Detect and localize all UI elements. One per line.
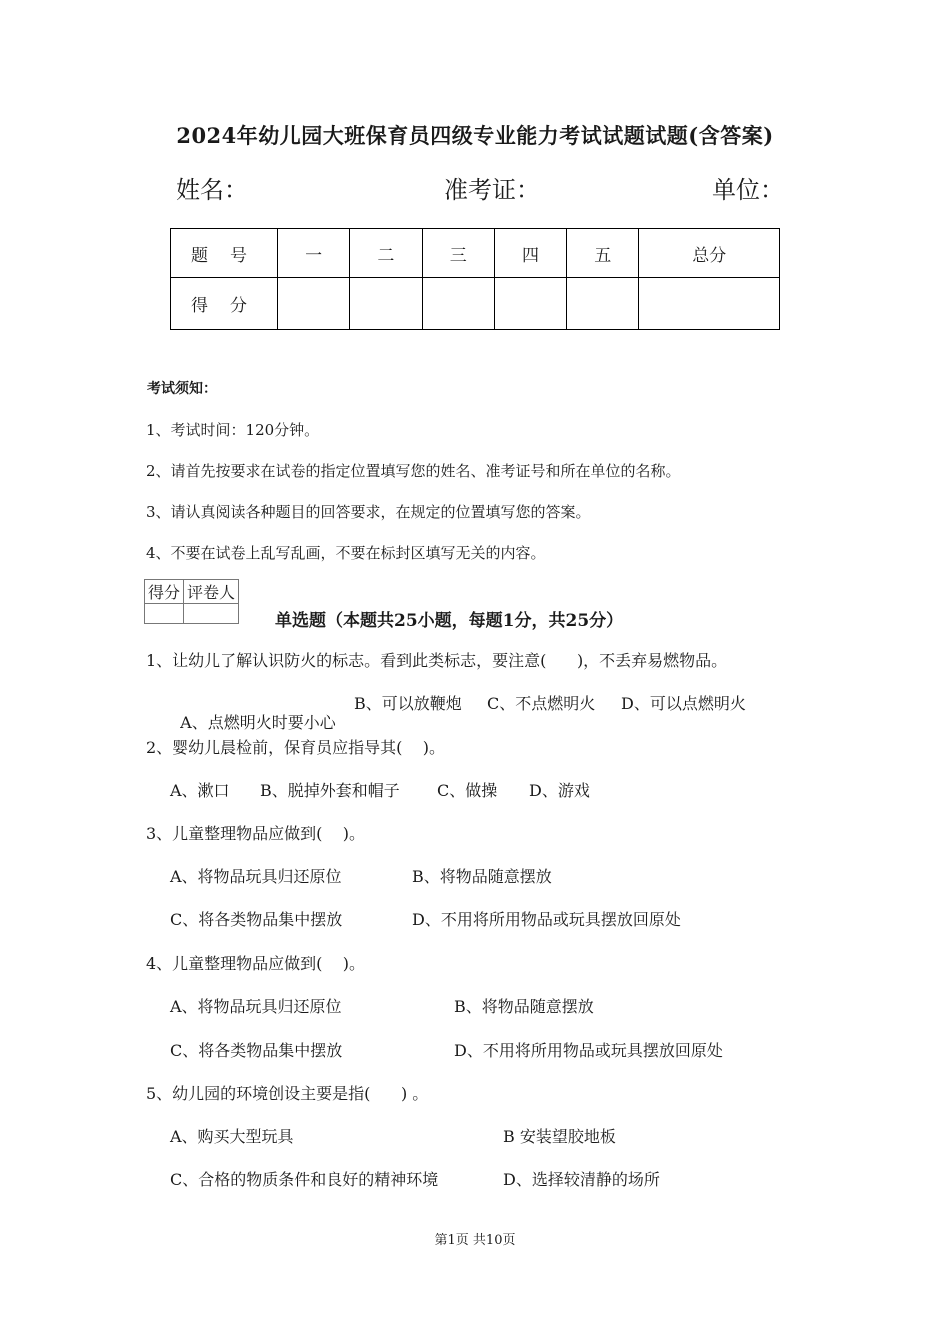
question-stem: 3、儿童整理物品应做到( )。 <box>146 824 366 843</box>
option-d: D、选择较清静的场所 <box>503 1170 660 1189</box>
score-cell-total <box>639 278 780 330</box>
option-c: C、不点燃明火 <box>487 694 596 713</box>
notice-item: 2、请首先按要求在试卷的指定位置填写您的姓名、准考证号和所在单位的名称。 <box>146 462 681 480</box>
score-table-header-label: 题号 <box>171 229 278 278</box>
grader-box-score-label: 得分 <box>145 580 184 604</box>
score-cell-2 <box>350 278 422 330</box>
notice-title: 考试须知： <box>147 381 217 397</box>
question-stem: 4、儿童整理物品应做到( )。 <box>146 954 366 973</box>
option-a: A、购买大型玩具 <box>170 1127 294 1146</box>
option-b: B、可以放鞭炮 <box>354 694 462 713</box>
question-stem: 5、幼儿园的环境创设主要是指( ) 。 <box>146 1084 429 1103</box>
option-a: A、将物品玩具归还原位 <box>170 997 342 1016</box>
option-d: D、不用将所用物品或玩具摆放回原处 <box>412 910 681 929</box>
grader-box-grader-label: 评卷人 <box>184 580 239 604</box>
option-b: B、脱掉外套和帽子 <box>260 781 400 800</box>
grader-box-grader-cell <box>184 604 239 624</box>
option-d: D、游戏 <box>529 781 590 800</box>
unit-field-label: 单位： <box>712 176 784 204</box>
question-options-row <box>170 691 336 733</box>
score-cell-3 <box>422 278 494 330</box>
notice-item: 4、不要在试卷上乱写乱画，不要在标封区填写无关的内容。 <box>146 544 546 562</box>
score-cell-4 <box>494 278 566 330</box>
option-c: C、将各类物品集中摆放 <box>170 1041 343 1060</box>
score-table-col-total: 总分 <box>639 229 780 278</box>
section-heading: 单选题（本题共25小题，每题1分，共25分） <box>275 611 624 631</box>
question-stem: 2、婴幼儿晨检前，保育员应指导其( )。 <box>146 738 446 757</box>
score-table <box>170 228 780 330</box>
page-title: 2024年幼儿园大班保育员四级专业能力考试试题试题(含答案) <box>176 123 774 148</box>
option-c: C、将各类物品集中摆放 <box>170 910 343 929</box>
score-table-col-1: 一 <box>278 229 350 278</box>
grader-box-score-cell <box>145 604 184 624</box>
score-table-header-row <box>171 229 780 278</box>
question-stem: 1、让幼儿了解认识防火的标志。看到此类标志，要注意( )，不丢弃易燃物品。 <box>146 651 728 670</box>
option-d: D、可以点燃明火 <box>621 694 746 713</box>
option-b: B、将物品随意摆放 <box>412 867 552 886</box>
score-table-score-row <box>171 278 780 330</box>
notice-item: 1、考试时间：120分钟。 <box>146 421 320 439</box>
score-table-score-label: 得分 <box>171 278 278 330</box>
option-a: A、将物品玩具归还原位 <box>170 867 342 886</box>
option-a: A、漱口 <box>170 781 230 800</box>
option-b: B 安装望胶地板 <box>503 1127 616 1146</box>
name-field-label: 姓名： <box>176 176 248 204</box>
score-table-col-5: 五 <box>567 229 639 278</box>
option-c: C、合格的物质条件和良好的精神环境 <box>170 1170 439 1189</box>
option-a: A、点燃明火时要小心 <box>180 713 336 732</box>
score-table-col-3: 三 <box>422 229 494 278</box>
score-cell-5 <box>567 278 639 330</box>
option-d: D、不用将所用物品或玩具摆放回原处 <box>454 1041 723 1060</box>
notice-item: 3、请认真阅读各种题目的回答要求，在规定的位置填写您的答案。 <box>146 503 591 521</box>
score-cell-1 <box>278 278 350 330</box>
grader-box <box>144 579 239 624</box>
option-b: B、将物品随意摆放 <box>454 997 594 1016</box>
score-table-col-4: 四 <box>494 229 566 278</box>
score-table-col-2: 二 <box>350 229 422 278</box>
option-c: C、做操 <box>437 781 498 800</box>
page-footer: 第1页 共10页 <box>434 1233 516 1248</box>
exam-number-field-label: 准考证： <box>444 176 540 204</box>
